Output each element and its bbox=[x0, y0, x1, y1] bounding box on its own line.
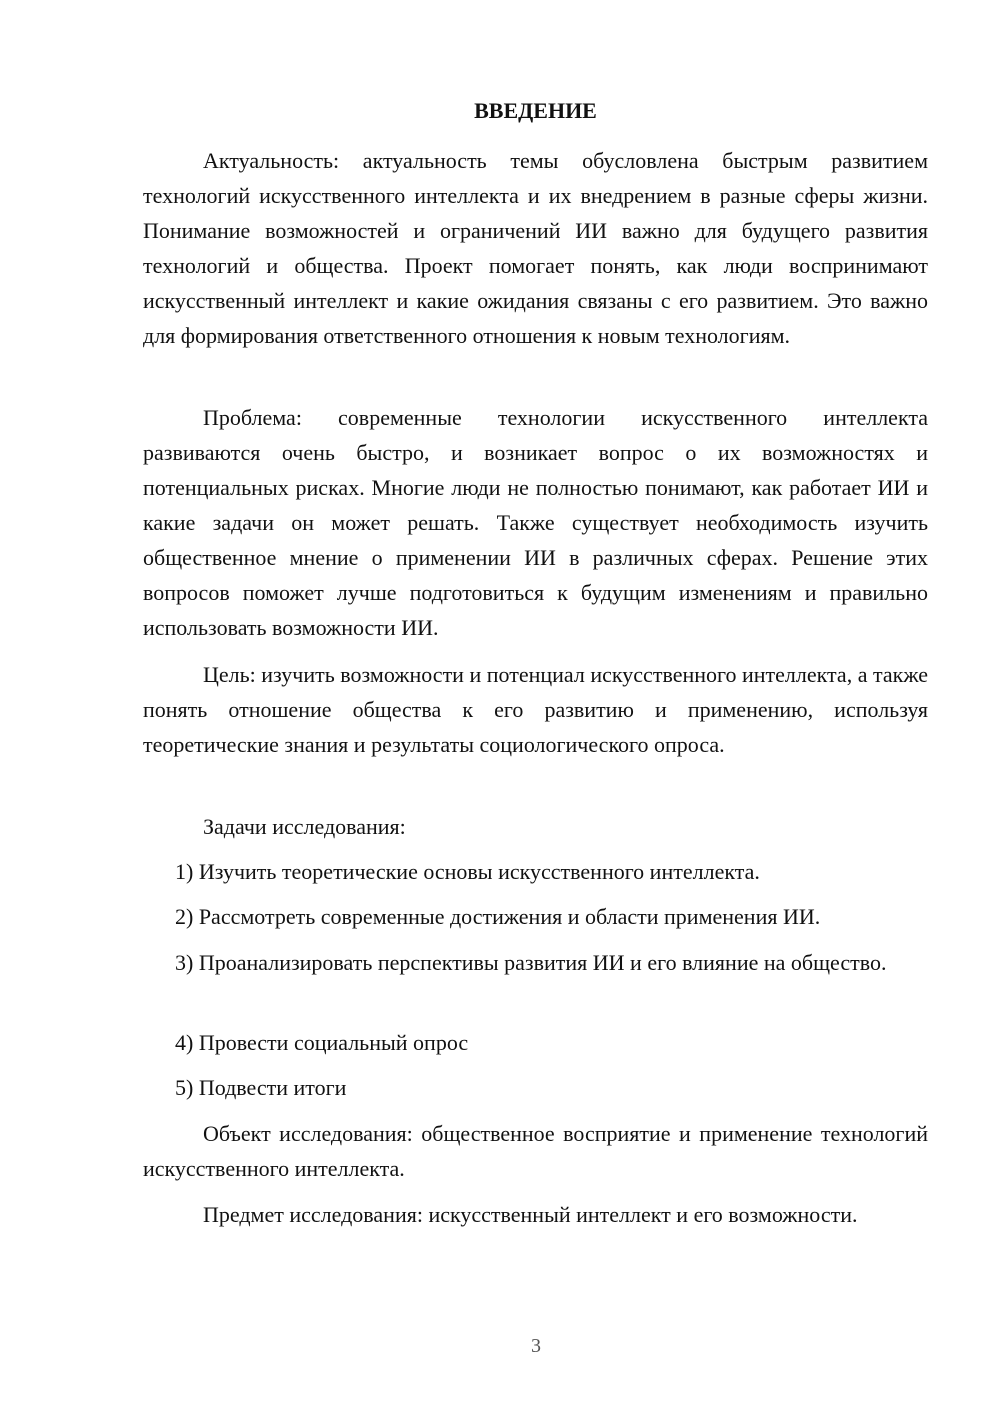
paragraph-subject: Предмет исследования: искусственный интеллект и его возможности. bbox=[203, 1202, 858, 1227]
paragraph-tasks-heading: Задачи исследования: bbox=[203, 814, 406, 839]
task-item-2: 2) Рассмотреть современные достижения и области применения ИИ. bbox=[175, 904, 821, 929]
task-item-5: 5) Подвести итоги bbox=[175, 1075, 347, 1100]
task-item-4: 4) Провести социальный опрос bbox=[175, 1030, 469, 1055]
page-number: 3 bbox=[531, 1335, 541, 1357]
task-item-1: 1) Изучить теоретические основы искусственного интеллекта. bbox=[175, 859, 760, 884]
paragraph-problem: Проблема: современные технологии искусственного интеллекта развиваются очень быстро, и возникает вопрос о их возможностях и потенциальных рисках. Многие люди не полностью понимают, как работает ИИ и какие задачи он может решать. Также существует необходимость изучить общественное мнение о применении ИИ в различных сферах. Решение этих вопросов поможет лучше подготовиться к будущим изменениям и правильно использовать возможности ИИ. bbox=[143, 405, 928, 640]
task-item-3: 3) Проанализировать перспективы развития ИИ и его влияние на общество. bbox=[175, 950, 887, 975]
page-title: ВВЕДЕНИЕ bbox=[474, 98, 597, 123]
paragraph-relevance: Актуальность: актуальность темы обусловлена быстрым развитием технологий искусственного интеллекта и их внедрением в разные сферы жизни. Понимание возможностей и ограничений ИИ важно для будущего развития технологий и общества. Проект помогает понять, как люди воспринимают искусственный интеллект и какие ожидания связаны с его развитием. Это важно для формирования ответственного отношения к новым технологиям. bbox=[143, 148, 928, 348]
paragraph-object: Объект исследования: общественное восприятие и применение технологий искусственного интеллекта. bbox=[143, 1121, 928, 1181]
paragraph-goal: Цель: изучить возможности и потенциал искусственного интеллекта, а также понять отношение общества к его развитию и применению, используя теоретические знания и результаты социологического опроса. bbox=[143, 662, 928, 757]
